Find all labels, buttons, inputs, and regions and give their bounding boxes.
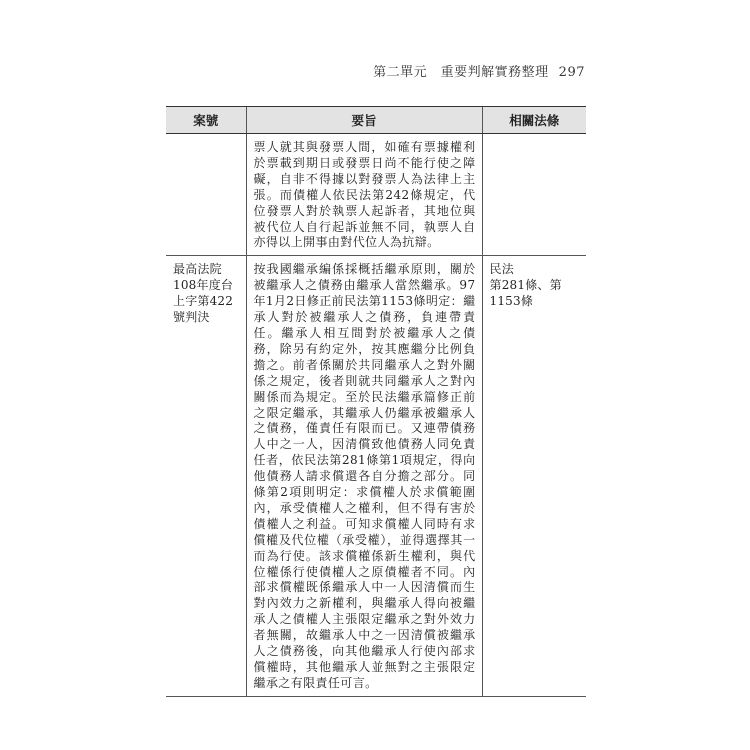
page-number: 297 xyxy=(558,65,585,80)
law-articles: 第281條、第1153條 xyxy=(489,278,562,309)
case-table xyxy=(166,106,586,697)
law-cell xyxy=(482,256,586,696)
table-header-row xyxy=(166,107,586,134)
table-row xyxy=(166,256,586,696)
gist-cell: 票人就其與發票人間，如確有票據權利於票載到期日或發票日尚不能行使之障礙，自非不得據以對發票人為法律上主張。而債權人依民法第242條規定，代位發票人對於執票人起訴者，其地位與被代位人自行起訴並無不同，執票人自亦得以上開事由對代位人為抗辯。 xyxy=(246,134,482,256)
case-cell xyxy=(166,134,246,256)
gist-cell: 按我國繼承編係採概括繼承原則，關於被繼承人之債務由繼承人當然繼承。97年1月2日修正前民法第1153條明定：繼承人對於被繼承人之債務，負連帶責任。繼承人相互間對於被繼承人之債務，除另有約定外，按其應繼分比例負擔之。前者係關於共同繼承人之對外關係之規定，後者則就共同繼承人之對內關係而為規定。至於民法繼承篇修正前之限定繼承，其繼承人仍繼承被繼承人之債務，僅責任有限而已。又連帶債務人中之一人，因清償致他債務人同免責任者，依民法第281條第1項規定，得向他債務人請求償還各自分擔之部分。同條第2項則明定：求償權人於求償範圍內，承受債權人之權利，但不得有害於債權人之利益。可知求償權人同時有求償權及代位權（承受權），並得選擇其一而為行使。該求償權係新生權利，與代位權係行使債權人之原債權者不同。內部求償權既係繼承人中一人因清償而生對內效力之新權利，與繼承人得向被繼承人之債權人主張限定繼承之對外效力者無關，故繼承人中之一因清償被繼承人之債務後，向其他繼承人行使內部求償權時，其他繼承人並無對之主張限定繼承之有限責任可言。 xyxy=(246,256,482,696)
column-header-law: 相關法條 xyxy=(482,107,586,134)
column-header-gist: 要旨 xyxy=(246,107,482,134)
section-title: 第二單元 重要判解實務整理 xyxy=(373,65,549,80)
table-row xyxy=(166,134,586,256)
law-cell xyxy=(482,134,586,256)
case-cell: 最高法院108年度台上字第422號判決 xyxy=(166,256,246,696)
law-name: 民法 xyxy=(489,262,514,277)
column-header-case: 案號 xyxy=(166,107,246,134)
running-header xyxy=(373,61,585,80)
